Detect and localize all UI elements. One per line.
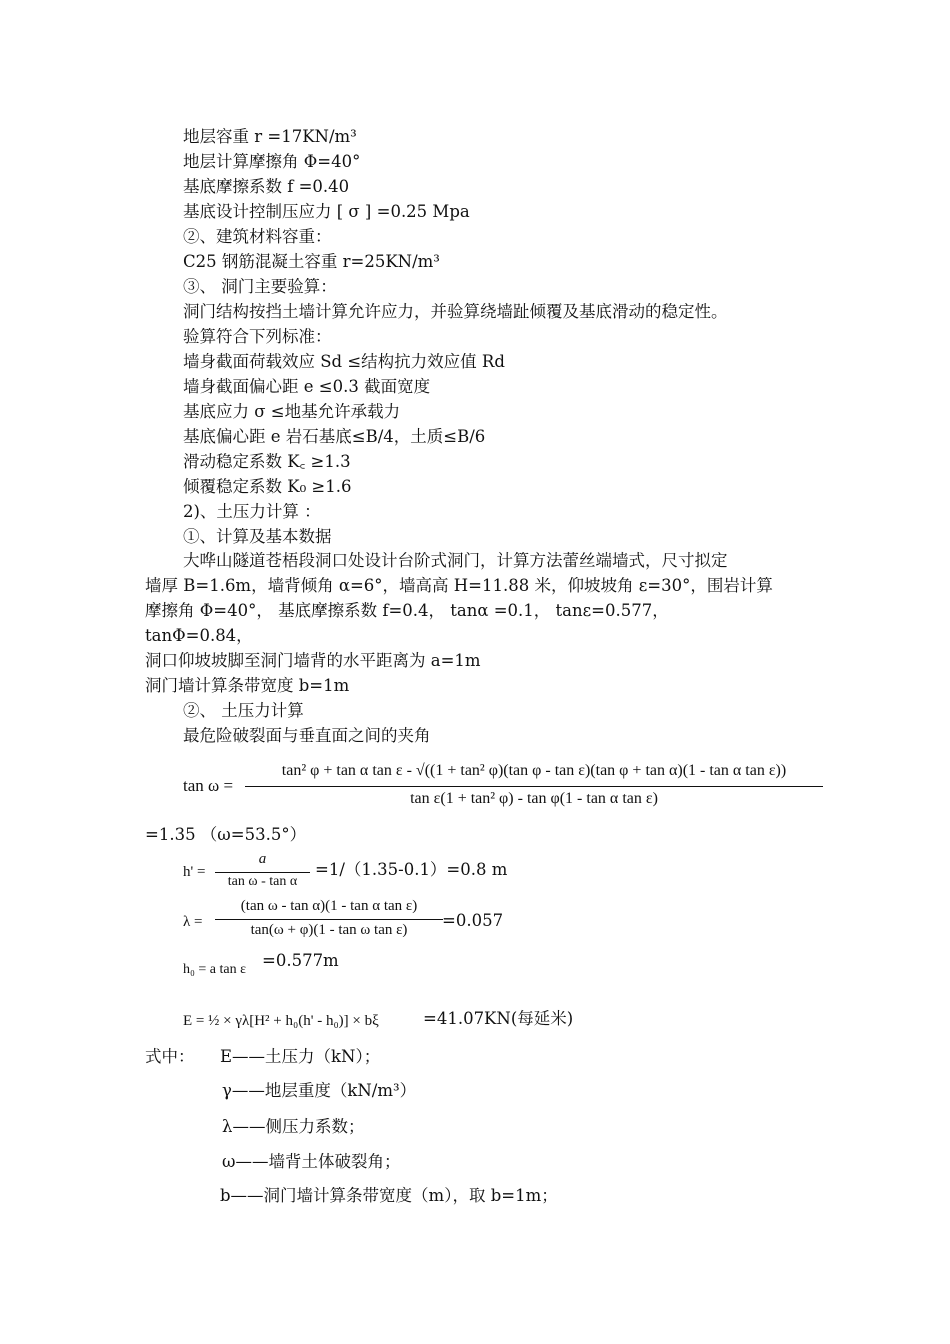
- formula-lambda-result: =0.057: [442, 911, 504, 930]
- text-line: 倾覆稳定系数 K₀ ≥1.6: [183, 477, 352, 496]
- fraction-bar: [215, 919, 443, 920]
- text-line: C25 钢筋混凝土容重 r=25KN/m³: [183, 252, 440, 271]
- formula-tanw-denominator: tan ε(1 + tan² φ) - tan φ(1 - tan α tan ε): [410, 790, 658, 807]
- formula-lambda-denominator: tan(ω + φ)(1 - tan ω tan ε): [250, 922, 408, 938]
- text-line: 墙厚 B=1.6m，墙背倾角 α=6°，墙高高 H=11.88 米，仰坡坡角 ε=30°，围岩计算: [145, 576, 773, 595]
- formula-h-numerator: a: [258, 851, 267, 867]
- text-line: 最危险破裂面与垂直面之间的夹角: [183, 726, 431, 745]
- formula-h-denominator: tan ω - tan α: [227, 874, 298, 889]
- text-line: ②、 土压力计算: [183, 701, 304, 720]
- formula-E-expr: E = ½ × γλ[H² + h₀(h' - h₀)] × bξ: [183, 1013, 379, 1029]
- fraction-bar: [215, 872, 310, 873]
- legend-item: ω——墙背土体破裂角；: [222, 1152, 401, 1171]
- formula-h0-lhs: h₀ = a tan ε: [183, 962, 246, 977]
- formula-h-lhs: h' =: [183, 864, 206, 880]
- text-line: 墙身截面偏心距 e ≤0.3 截面宽度: [183, 377, 431, 396]
- legend-item: λ——侧压力系数；: [222, 1117, 365, 1136]
- text-line: 洞口仰坡坡脚至洞门墙背的水平距离为 a=1m: [145, 651, 481, 670]
- text-line: tanΦ=0.84，: [145, 626, 253, 645]
- text-line: 地层容重 r =17KN/m³: [183, 127, 357, 146]
- text-line: 摩擦角 Φ=40°， 基底摩擦系数 f=0.4， tanα =0.1， tanε=0.577，: [145, 601, 669, 620]
- legend-item: b——洞门墙计算条带宽度（m），取 b=1m；: [220, 1186, 558, 1205]
- formula-tanw-lhs: tan ω =: [183, 776, 234, 795]
- formula-h0-result: =0.577m: [262, 951, 339, 970]
- text-line: 基底偏心距 e 岩石基底≤B/4，土质≤B/6: [183, 427, 486, 446]
- text-line: ①、计算及基本数据: [183, 527, 332, 546]
- text-line: 基底设计控制压应力 [ σ ] =0.25 Mpa: [183, 202, 470, 221]
- text-line: 墙身截面荷载效应 Sd ≤结构抗力效应值 Rd: [183, 352, 505, 371]
- text-line: 洞门结构按挡土墙计算允许应力，并验算绕墙趾倾覆及基底滑动的稳定性。: [183, 302, 728, 321]
- legend-intro: 式中：: [145, 1047, 195, 1066]
- text-line: 基底应力 σ ≤地基允许承载力: [183, 402, 401, 421]
- fraction-bar: [245, 786, 823, 787]
- text-line: 洞门墙计算条带宽度 b=1m: [145, 676, 350, 695]
- text-line: 地层计算摩擦角 Φ=40°: [183, 152, 361, 171]
- text-line: ②、建筑材料容重：: [183, 227, 332, 246]
- legend-item: E——土压力（kN）；: [220, 1047, 381, 1066]
- formula-tanw-numerator: tan² φ + tan α tan ε - √((1 + tan² φ)(tan φ - tan ε)(tan φ + tan α)(1 - tan α tan ε)): [281, 762, 787, 779]
- formula-tanw-result: =1.35 （ω=53.5°）: [145, 825, 307, 844]
- formula-lambda-numerator: (tan ω - tan α)(1 - tan α tan ε): [240, 898, 418, 914]
- formula-lambda-lhs: λ =: [183, 914, 203, 930]
- text-line: 2)、土压力计算 ：: [183, 502, 321, 521]
- formula-E-result: =41.07KN(每延米): [423, 1009, 574, 1028]
- text-line: ③、 洞门主要验算：: [183, 277, 337, 296]
- text-line: 验算符合下列标准：: [183, 327, 332, 346]
- text-line: 基底摩擦系数 f =0.40: [183, 177, 350, 196]
- text-line: 大哗山隧道苍梧段洞口处设计台阶式洞门，计算方法蕾丝端墙式，尺寸拟定: [183, 551, 728, 570]
- formula-h-result: =1/（1.35-0.1）=0.8 m: [315, 860, 508, 879]
- legend-item: γ——地层重度（kN/m³）: [222, 1081, 417, 1100]
- text-line: 滑动稳定系数 K꜀ ≥1.3: [183, 452, 351, 471]
